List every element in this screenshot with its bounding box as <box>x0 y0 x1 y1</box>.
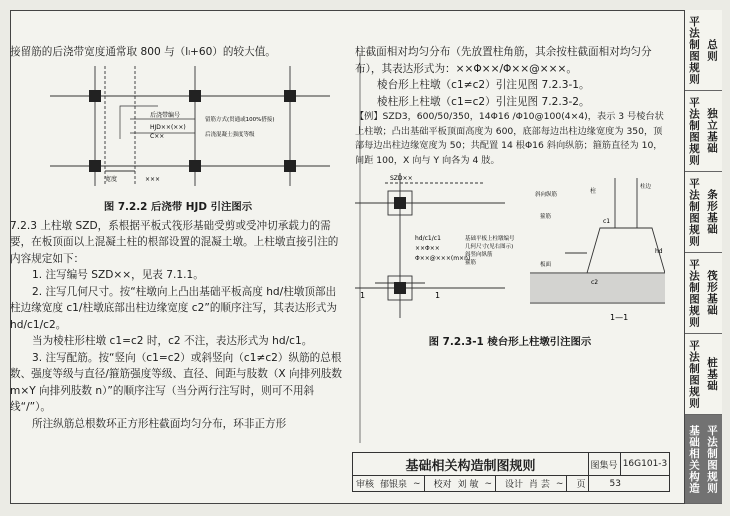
fig2-zhu: 柱 <box>590 188 597 195</box>
tab-label: 平法制图规则 <box>706 424 718 494</box>
tab-label: 桩基础 <box>706 356 718 392</box>
tab-label: 独立基础 <box>706 108 718 154</box>
fig2-desc3: 斜竖向纵筋 <box>465 252 493 258</box>
fig2-code: SZD×× <box>390 175 413 182</box>
tab-pile-foundation[interactable] <box>685 334 722 415</box>
post-cast-strip-figure <box>10 61 346 194</box>
fig2-oblique: 斜向纵筋 <box>535 192 558 198</box>
item-a: 棱台形上柱墩（c1≠c2）引注见图 7.2.3-1。 <box>377 79 590 91</box>
fig1-label-rebar: 留筋方式(贯通或100%搭接) <box>205 116 275 123</box>
fig2-dims: hd/c1/c1 <box>415 235 441 242</box>
column-pier-figure <box>355 168 665 328</box>
tab-raft-foundation[interactable] <box>685 253 722 334</box>
fig2-hd: hd <box>655 248 663 255</box>
reviewer-signature: ~ <box>413 478 421 489</box>
tab-isolated-foundation[interactable] <box>685 91 722 172</box>
designer-name: 肖 芸 <box>529 480 550 490</box>
tab-label: 平法制图规则 <box>688 339 700 409</box>
page-number: 53 <box>609 478 621 489</box>
fig1-cxx: C×× <box>150 132 165 140</box>
fig2-desc4: 箍筋 <box>465 260 477 266</box>
fig2-c1: c1 <box>603 218 611 225</box>
figure-caption-722: 图 7.2.2 后浇带 HJD 引注图示 <box>103 201 253 213</box>
fig2-bars: ××Φ×× <box>415 245 440 252</box>
fig2-colside: 柱边 <box>640 184 652 190</box>
fig1-label-number: 后浇带编号 <box>150 111 181 119</box>
paragraph-cont: 柱截面相对均匀分布（先放置柱角筋，其余按柱截面相对均匀分布），其表达形式为：××Φ××/Φ××@×××。 <box>355 46 652 75</box>
fig2-desc2: 几何尺寸(见右图示) <box>465 244 514 250</box>
design-label: 设计 <box>505 480 524 490</box>
left-column <box>10 44 346 432</box>
tab-label: 条形基础 <box>706 189 718 235</box>
fig2-section-right: 1 <box>435 291 441 300</box>
page-label: 页 <box>576 480 586 490</box>
tab-label: 平法制图规则 <box>688 96 700 166</box>
fig2-stirrup: 箍筋 <box>540 214 552 220</box>
figure-caption-7231: 图 7.2.3-1 棱台形上柱墩引注图示 <box>428 335 592 348</box>
fig2-desc1: 基础平板上柱墩编号 <box>465 236 515 242</box>
tab-label: 基础相关构造 <box>688 424 700 494</box>
checker-name: 刘 敏 <box>457 480 479 490</box>
fig2-c2: c2 <box>591 279 599 286</box>
item-b: 棱柱形上柱墩（c1=c2）引注见图 7.2.3-2。 <box>377 95 590 108</box>
atlas-label: 图集号 <box>588 453 621 476</box>
checker-signature: ~ <box>484 478 493 489</box>
tab-label: 平法制图规则 <box>688 258 700 328</box>
tab-label: 平法制图规则 <box>688 177 700 247</box>
tab-general[interactable] <box>685 10 722 91</box>
item-2: 2. 注写几何尺寸。按“柱墩向上凸出基础平板高度 hd/柱墩顶部出柱边缘宽度 c1/柱墩底部出柱边缘宽度 c2”的顺序注写，其表达形式为 hd/c1/c2。 <box>10 285 337 331</box>
review-label: 审核 <box>356 480 375 490</box>
section-723: 7.2.3 上柱墩 SZD，系根据平板式筏形基础受剪或受冲切承载力的需要，在板顶面以上混凝土柱的根部设置的混凝土墩。上柱墩直接引注的内容规定如下： <box>10 219 339 265</box>
fig2-section-left: 1 <box>360 291 366 300</box>
designer-signature: ~ <box>555 478 564 489</box>
tab-label: 平法制图规则 <box>688 15 700 85</box>
item-3: 3. 注写配筋。按“竖向（c1=c2）或斜竖向（c1≠c2）纵筋的总根数、强度等级与直径/箍筋强度等级、直径、间距与肢数（X 向排列肢数 m×Y 向排列肢数 n）”的顺序注写（当分两行注写时，则可不用斜线“/”）。 <box>10 351 343 413</box>
fig1-width: 宽度 <box>105 175 118 183</box>
item-1: 1. 注写编号 SZD××，见表 7.1.1。 <box>32 269 204 281</box>
drawing-title: 基础相关构造制图规则 <box>353 453 589 476</box>
item-2b: 当为棱柱形柱墩 c1=c2 时，c2 不注，表达形式为 hd/c1。 <box>32 335 313 347</box>
fig1-xxx: ××× <box>145 175 161 183</box>
check-label: 校对 <box>433 480 452 490</box>
fig1-label-concrete: 后浇混凝土强度等级 <box>205 131 255 138</box>
tab-related-construction[interactable] <box>685 415 722 504</box>
right-column <box>355 44 665 350</box>
reviewer-name: 郁银泉 <box>380 480 408 490</box>
fig2-section: 1—1 <box>610 313 629 322</box>
tab-strip-foundation[interactable] <box>685 172 722 253</box>
atlas-number: 16G101-3 <box>620 453 670 476</box>
signature-row <box>353 475 669 492</box>
example-note: 【例】SZD3，600/50/350，14Φ16 /Φ10@100(4×4)，表示 3 号棱台状上柱墩；凸出基础平板顶面高度为 600，底部每边出柱边缘宽度为 350，顶部每边出柱边缘宽度为 50；共配置 14 根Φ16 斜向纵筋；箍筋直径为 10，间距 100，X 向与 Y 向各为 4 肢。 <box>355 111 664 166</box>
fig1-code: HJD××(××) <box>150 123 186 131</box>
item-3b: 所注纵筋总根数环正方形柱截面均匀分布，环非正方形 <box>32 417 287 430</box>
fig2-stir: Φ××@×××(m×n) <box>415 255 471 262</box>
tab-label: 筏形基础 <box>706 270 718 316</box>
fig2-board: 板面 <box>540 262 552 268</box>
side-tabs <box>685 10 722 504</box>
tab-label: 总则 <box>706 38 718 62</box>
paragraph-intro: 接留筋的后浇带宽度通常取 800 与（lₗ+60）的较大值。 <box>10 46 276 58</box>
title-block <box>352 452 670 492</box>
